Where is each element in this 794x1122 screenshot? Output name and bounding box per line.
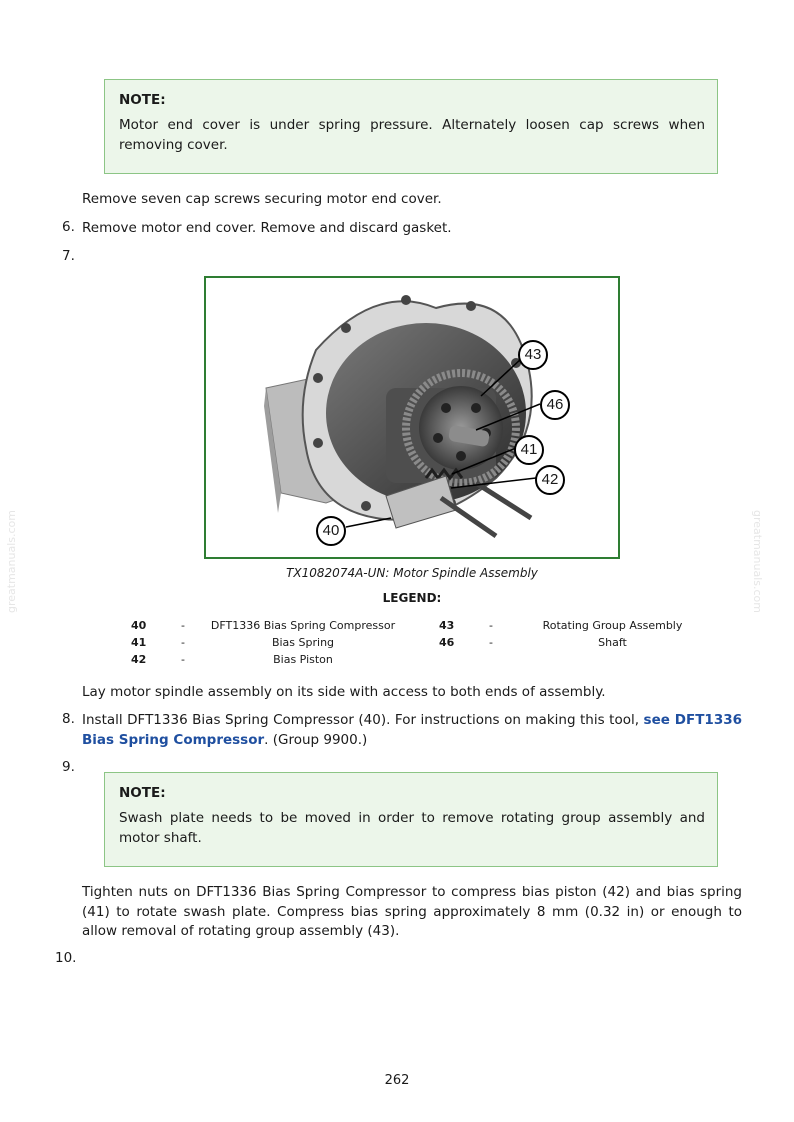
note-body: Swash plate needs to be moved in order to remove rotating group assembly and motor shaft. (119, 810, 705, 846)
legend-label: Bias Spring (271, 636, 335, 649)
step-5-text: Remove seven cap screws securing motor end cover. (82, 191, 442, 207)
legend-num: 41 (131, 636, 147, 649)
legend-num: 42 (131, 653, 147, 666)
legend-dash: - (181, 636, 185, 649)
figure-caption: TX1082074A-UN: Motor Spindle Assembly (286, 566, 538, 580)
step-8-text-before: Install DFT1336 Bias Spring Compressor (40). For instructions on making this tool, (82, 712, 640, 728)
step-6-number: 6. (62, 219, 75, 235)
page-number: 262 (384, 1073, 410, 1088)
step-7-number: 7. (62, 248, 75, 264)
callout-41: 41 (514, 435, 544, 465)
legend-dash: - (181, 653, 185, 666)
watermark-left: greatmanuals.com (5, 509, 19, 614)
legend-num: 43 (439, 619, 455, 632)
legend-label: DFT1336 Bias Spring Compressor (210, 619, 396, 632)
note-body: Motor end cover is under spring pressure. Alternately loosen cap screws when removing cover. (119, 117, 705, 153)
callout-42: 42 (535, 465, 565, 495)
legend-title: LEGEND: (382, 591, 442, 605)
note-box (104, 79, 718, 174)
step-9-number: 9. (62, 759, 75, 775)
step-8-text-after: . (Group 9900.) (264, 731, 368, 748)
legend-num: 46 (439, 636, 455, 649)
legend-label: Bias Piston (273, 653, 333, 666)
legend-num: 40 (131, 619, 147, 632)
step-9-text: Tighten nuts on DFT1336 Bias Spring Compressor to compress bias piston (42) and bias spring (41) to rotate swash plate. Compress bias spring approximately 8 mm (0.32 in) or enough to allow removal of rotating group assembly (43). (82, 884, 742, 939)
figure-motor-spindle (204, 276, 620, 559)
step-7-text: Lay motor spindle assembly on its side with access to both ends of assembly. (82, 684, 606, 700)
step-6-text: Remove motor end cover. Remove and discard gasket. (82, 220, 452, 236)
step-8-number: 8. (62, 711, 75, 727)
watermark-right: greatmanuals.com (751, 509, 765, 614)
legend-label: Shaft (598, 636, 627, 649)
legend-dash: - (181, 619, 185, 632)
legend-dash: - (489, 636, 493, 649)
note-box (104, 772, 718, 867)
callout-43: 43 (518, 340, 548, 370)
step-10-number: 10. (55, 950, 77, 966)
step-8-text (82, 711, 742, 750)
legend-dash: - (489, 619, 493, 632)
see-dft1336-link[interactable]: see DFT1336 Bias Spring Compressor (82, 712, 743, 748)
callout-46: 46 (540, 390, 570, 420)
callout-40: 40 (316, 516, 346, 546)
note-title: NOTE: (119, 92, 166, 108)
note-title: NOTE: (119, 785, 166, 801)
legend-label: Rotating Group Assembly (542, 619, 683, 632)
